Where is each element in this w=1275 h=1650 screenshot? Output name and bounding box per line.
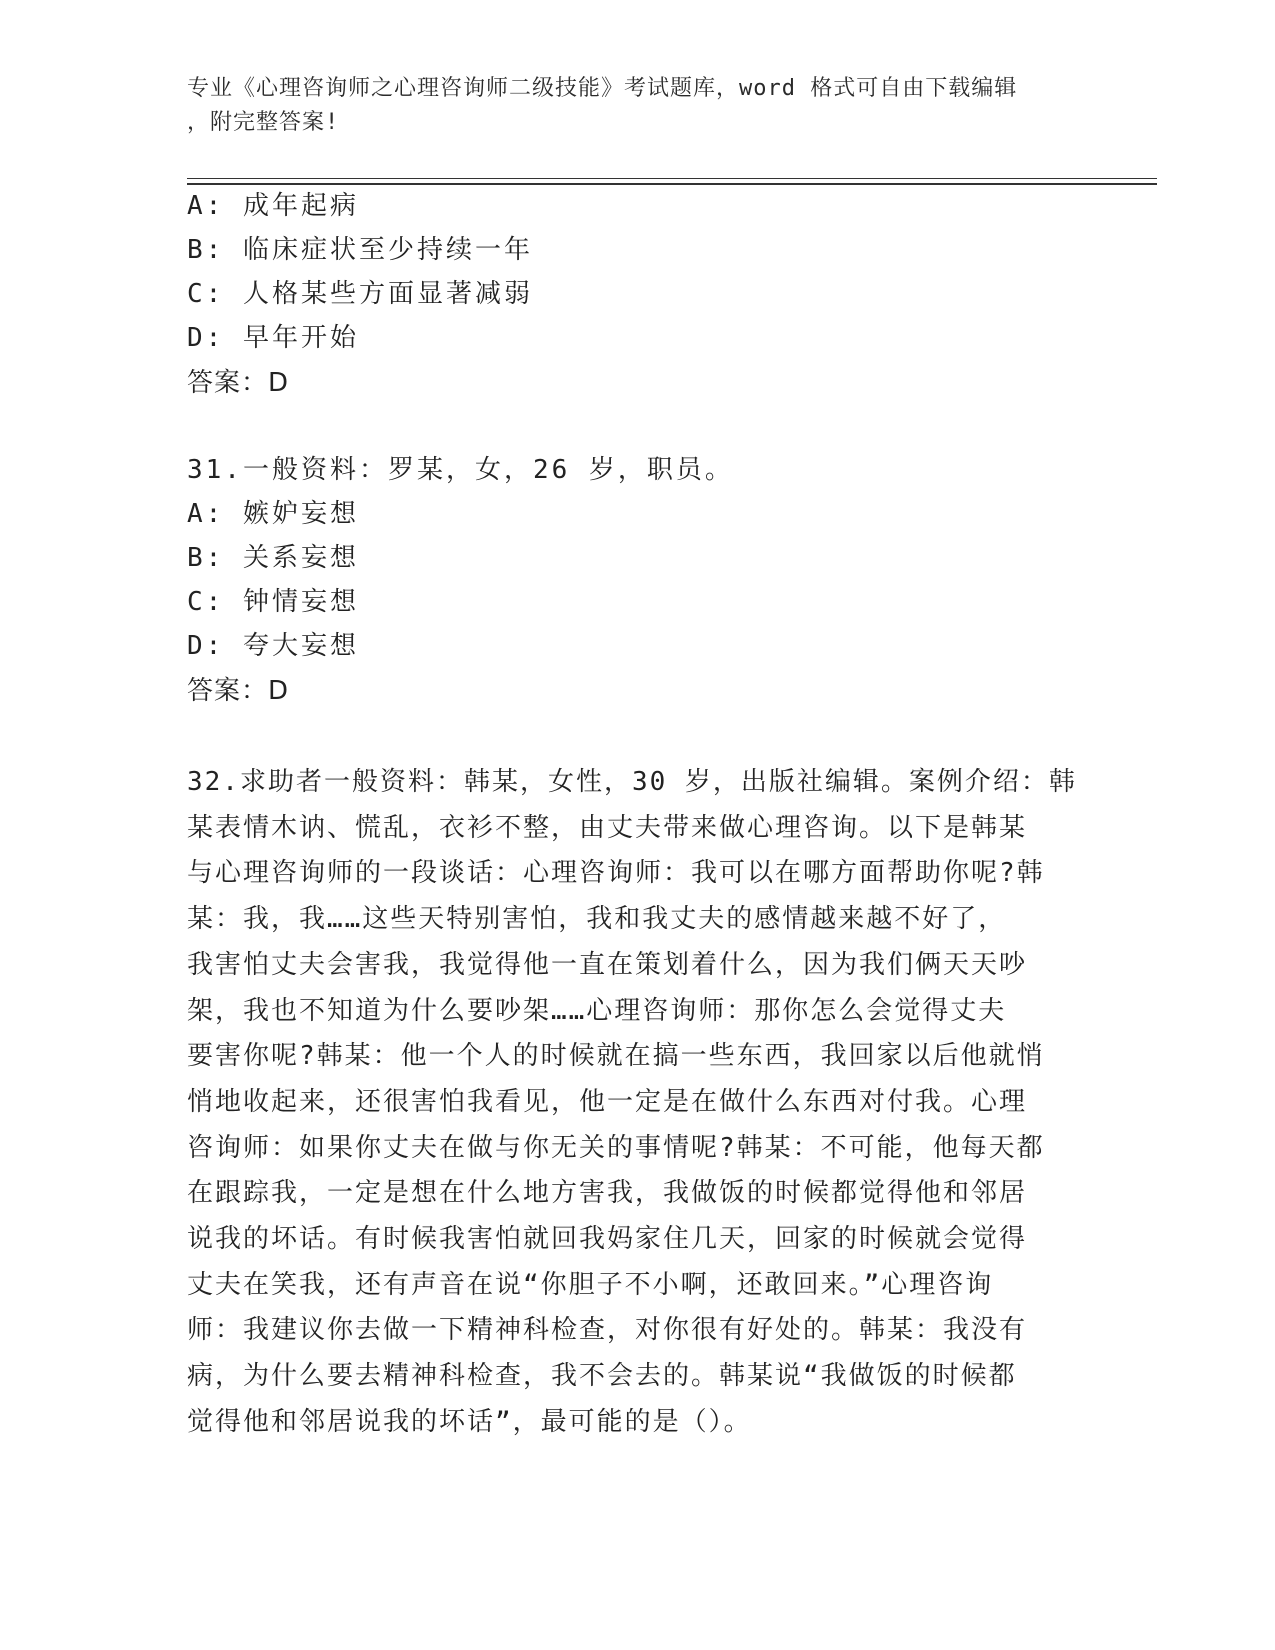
q32-line: 在跟踪我，一定是想在什么地方害我，我做饭的时候都觉得他和邻居 [187, 1178, 1028, 1209]
q32-line: 某：我，我……这些天特别害怕，我和我丈夫的感情越来越不好了， [187, 904, 1007, 935]
q32-line: 架，我也不知道为什么要吵架……心理咨询师：那你怎么会觉得丈夫 [187, 995, 1007, 1026]
q30-option-b: B: 临床症状至少持续一年 [187, 235, 533, 265]
q31-option-c: C: 钟情妄想 [187, 587, 359, 617]
q32-line: 师：我建议你去做一下精神科检查，对你很有好处的。韩某：我没有 [187, 1315, 1028, 1346]
q32-line: 觉得他和邻居说我的坏话”，最可能的是（）。 [187, 1406, 752, 1437]
q32-line: 咨询师：如果你丈夫在做与你无关的事情呢?韩某：不可能，他每天都 [187, 1132, 1045, 1163]
header-divider-thick [187, 183, 1157, 185]
q30-option-d: D: 早年开始 [187, 323, 359, 353]
q32-stem [187, 760, 1077, 1446]
q32-line: 我害怕丈夫会害我，我觉得他一直在策划着什么，因为我们俩天天吵 [187, 949, 1028, 980]
q30-answer: 答案：D [187, 368, 290, 398]
q30-option-c: C: 人格某些方面显著减弱 [187, 279, 533, 309]
header-line-2: ，附完整答案! [187, 110, 340, 135]
q32-line: 32.求助者一般资料：韩某，女性，30 岁，出版社编辑。案例介绍：韩 [187, 767, 1077, 797]
q32-line: 悄地收起来，还很害怕我看见，他一定是在做什么东西对付我。心理 [187, 1086, 1028, 1117]
q32-line: 某表情木讷、慌乱，衣衫不整，由丈夫带来做心理咨询。以下是韩某 [187, 812, 1028, 843]
q32-line: 与心理咨询师的一段谈话：心理咨询师：我可以在哪方面帮助你呢?韩 [187, 858, 1045, 889]
q30-option-a: A: 成年起病 [187, 191, 359, 221]
q32-line: 丈夫在笑我，还有声音在说“你胆子不小啊，还敢回来。”心理咨询 [187, 1269, 994, 1300]
q32-line: 要害你呢?韩某：他一个人的时候就在搞一些东西，我回家以后他就悄 [187, 1041, 1045, 1072]
q31-option-a: A: 嫉妒妄想 [187, 499, 359, 529]
header-divider-thin [187, 178, 1157, 179]
q32-line: 说我的坏话。有时候我害怕就回我妈家住几天，回家的时候就会觉得 [187, 1224, 1028, 1255]
q32-line: 病，为什么要去精神科检查，我不会去的。韩某说“我做饭的时候都 [187, 1361, 1017, 1392]
q31-answer: 答案：D [187, 676, 290, 706]
header-line-1: 专业《心理咨询师之心理咨询师二级技能》考试题库，word 格式可自由下载编辑 [187, 76, 1018, 101]
q31-option-b: B: 关系妄想 [187, 543, 359, 573]
q31-option-d: D: 夸大妄想 [187, 631, 359, 661]
document-header [187, 72, 1067, 140]
q31-stem: 31.一般资料：罗某，女，26 岁，职员。 [187, 455, 734, 485]
